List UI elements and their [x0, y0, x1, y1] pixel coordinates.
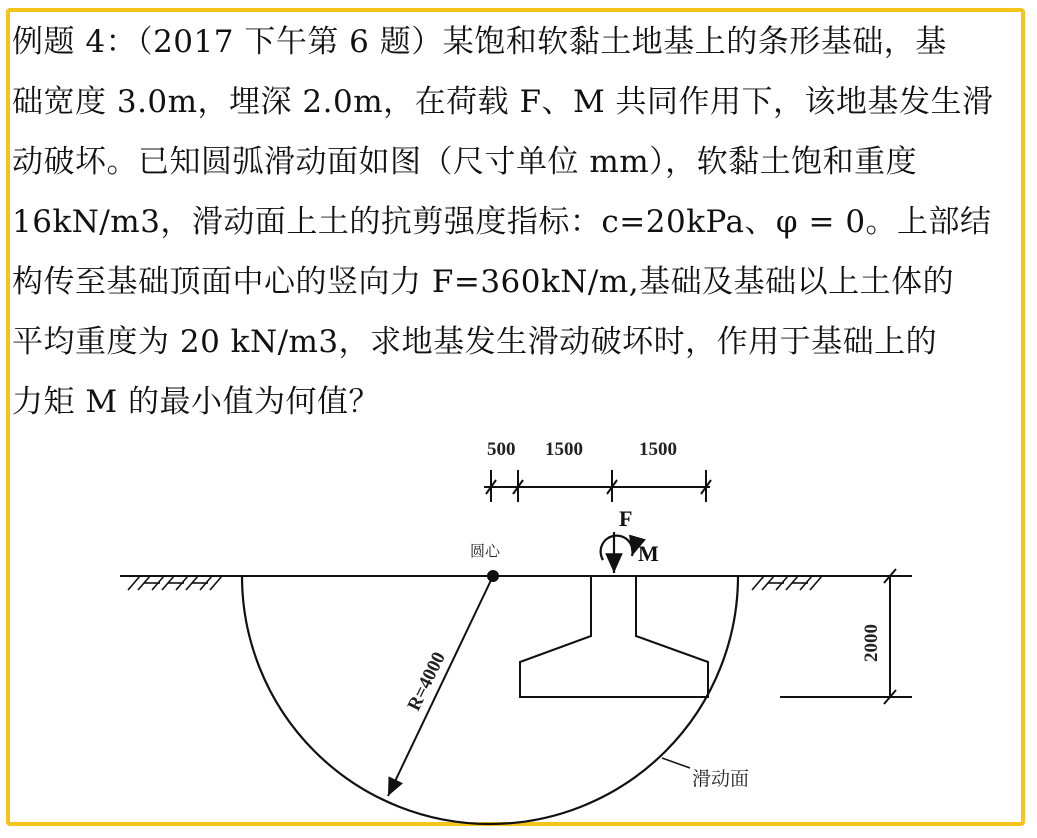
moment-m-label: M	[638, 541, 659, 566]
problem-line: 构传至基础顶面中心的竖向力 F=360kN/m,基础及基础以上土体的	[12, 264, 955, 300]
slip-surface-arc	[242, 576, 738, 824]
foundation-diagram	[0, 420, 1037, 830]
slip-label-leader	[662, 758, 690, 768]
strip-foundation	[520, 576, 708, 697]
dim-1500-label: 1500	[639, 439, 677, 460]
problem-line: 力矩 M 的最小值为何值？	[12, 384, 380, 420]
top-dimension-line	[484, 470, 711, 502]
load-f-label: F	[619, 506, 633, 531]
problem-line: 础宽度 3.0m，埋深 2.0m，在荷载 F、M 共同作用下，该地基发生滑	[12, 84, 994, 120]
slip-surface-label: 滑动面	[692, 768, 750, 790]
problem-line: 16kN/m3，滑动面上土的抗剪强度指标：c=20kPa、φ = 0。上部结	[12, 204, 992, 240]
ground-hatch-left	[128, 576, 222, 590]
problem-line: 平均重度为 20 kN/m3，求地基发生滑动破坏时，作用于基础上的	[12, 324, 938, 360]
problem-line: 动破坏。已知圆弧滑动面如图（尺寸单位 mm），软黏土饱和重度	[12, 144, 918, 180]
dim-500-label: 500	[487, 439, 516, 460]
dim-1500-label: 1500	[545, 439, 583, 460]
problem-text	[12, 12, 1017, 432]
problem-line: 例题 4：（2017 下午第 6 题）某饱和软黏土地基上的条形基础，基	[12, 24, 947, 60]
moment-m-arrow	[601, 536, 633, 560]
ground-hatch-right	[752, 576, 822, 590]
depth-label: 2000	[861, 624, 882, 662]
circle-center-label: 圆心	[470, 542, 501, 560]
radius-label: R=4000	[403, 648, 450, 715]
radius-line	[388, 576, 493, 796]
